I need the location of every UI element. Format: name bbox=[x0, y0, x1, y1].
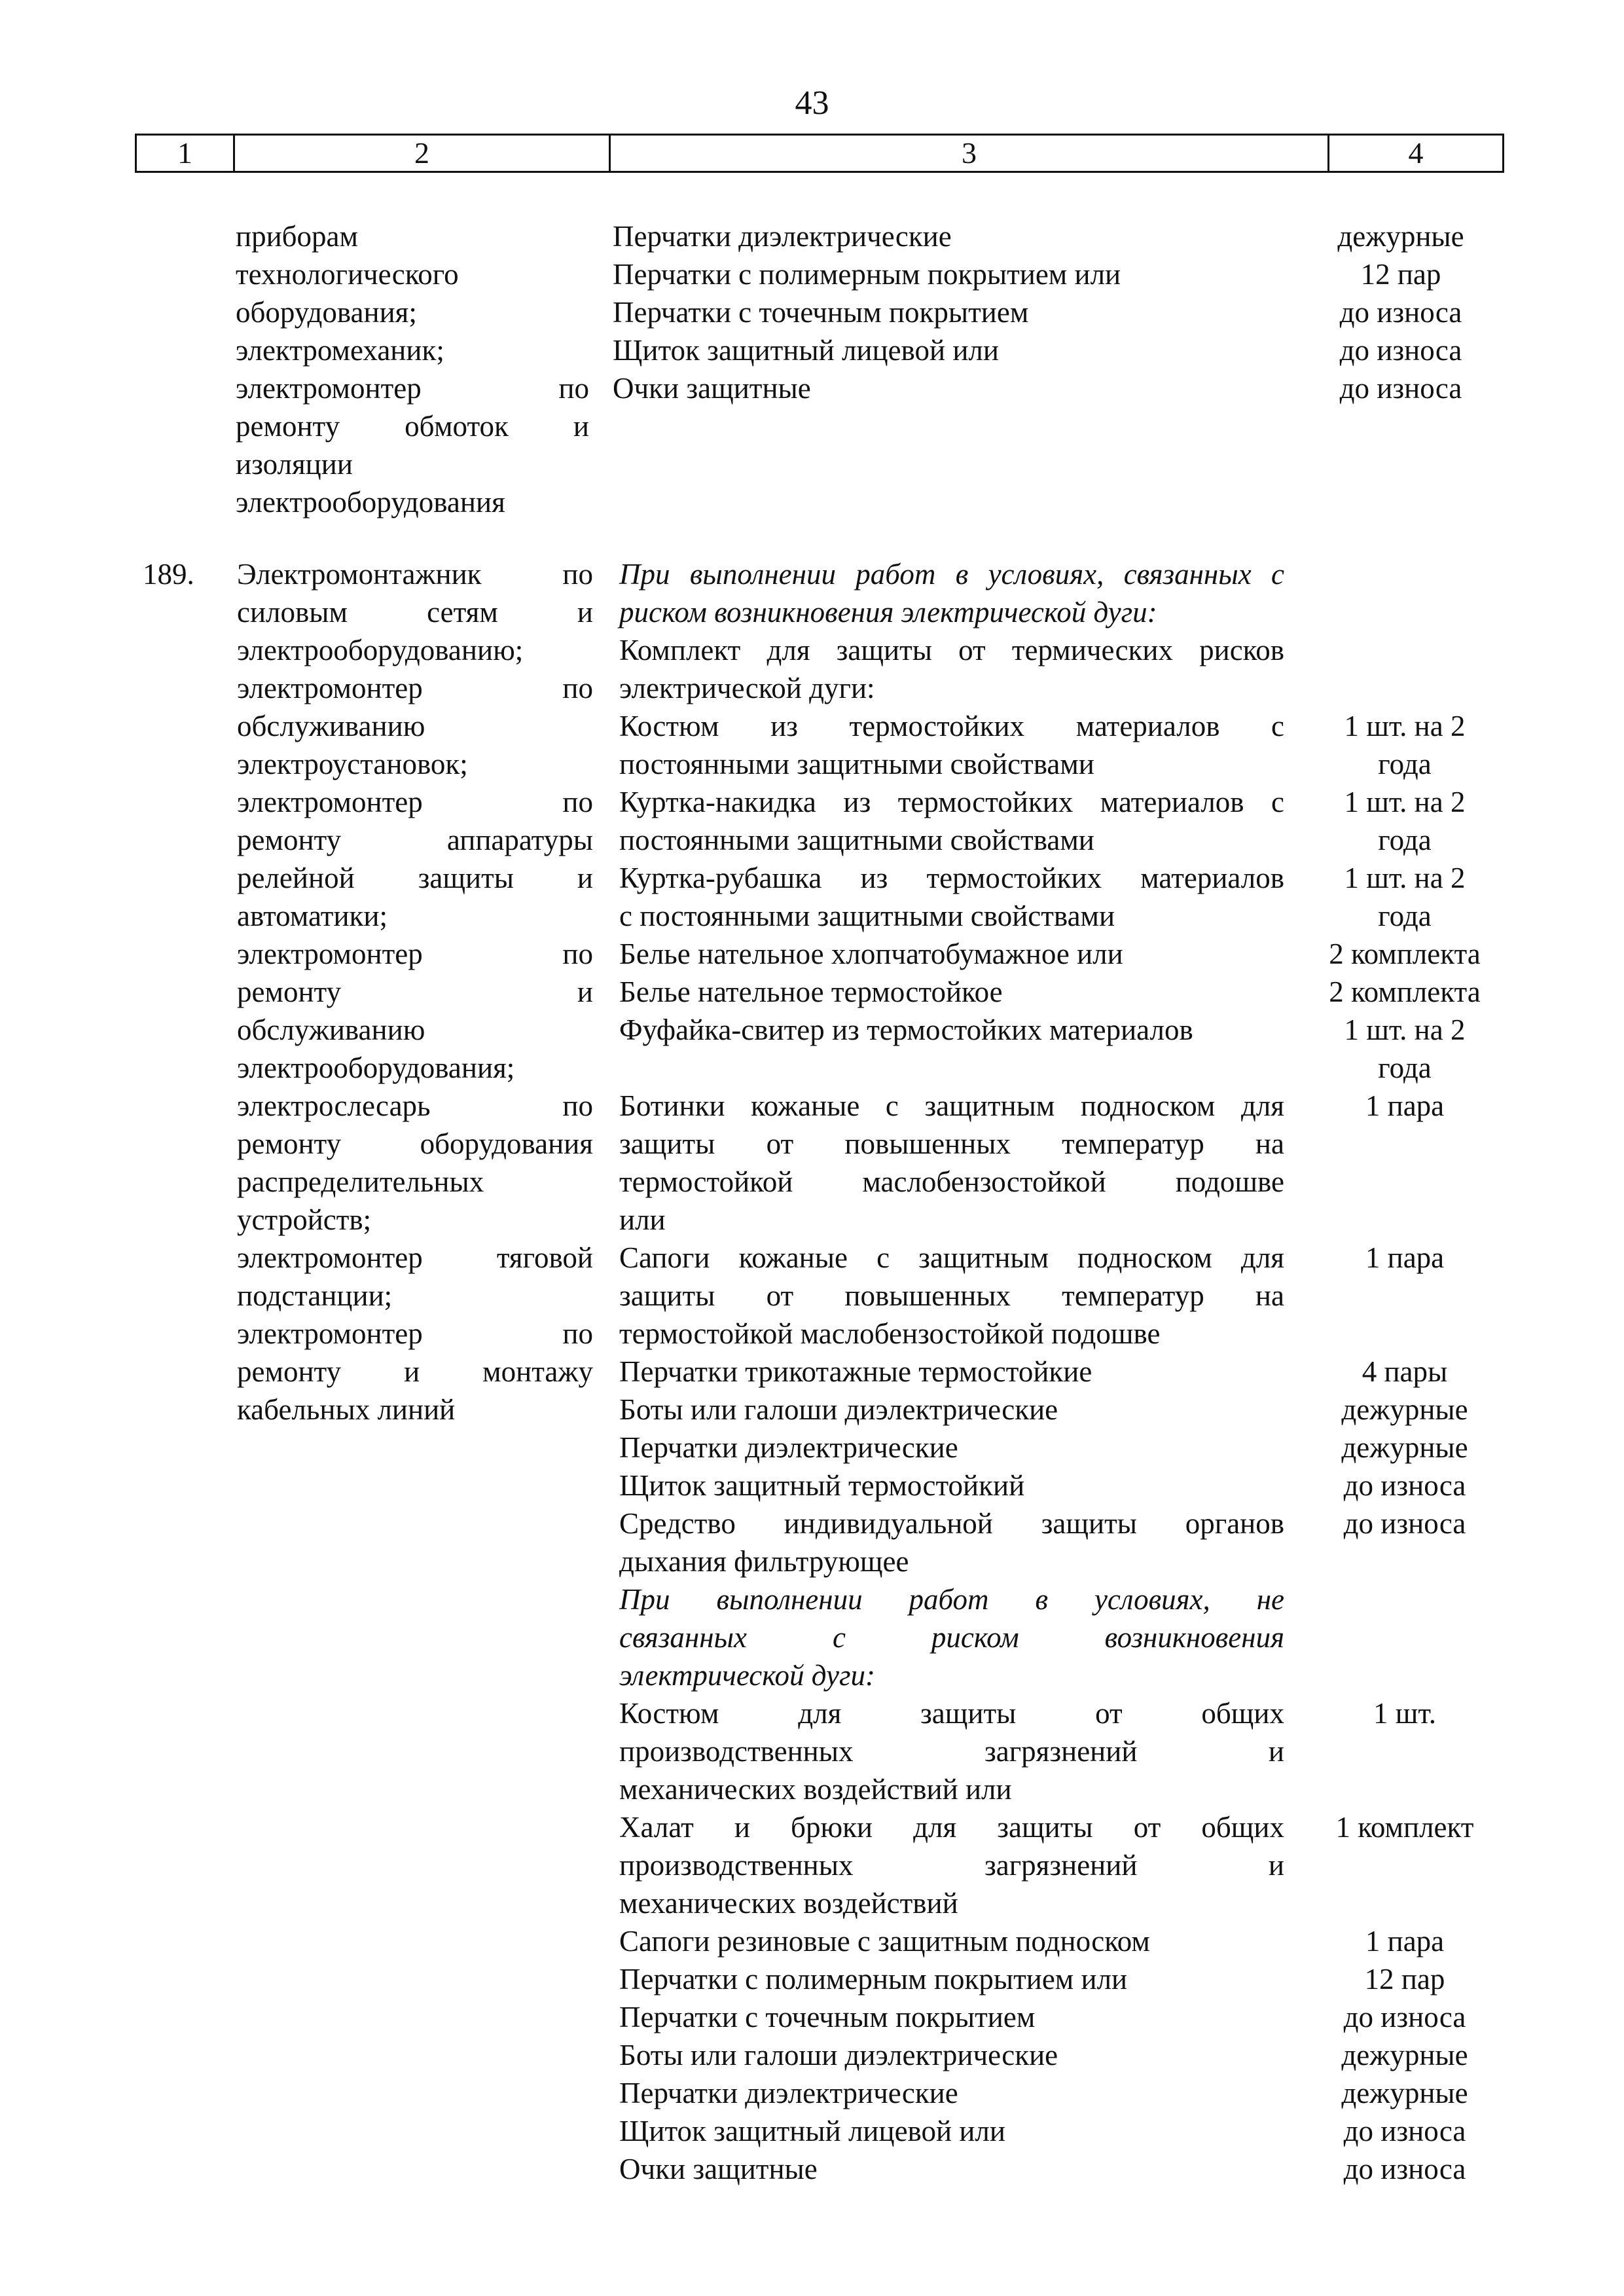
text-line: 1 пара bbox=[1365, 1089, 1445, 1122]
block2-equipment bbox=[619, 555, 1284, 2188]
text-line: электрооборудования; bbox=[237, 1051, 515, 1084]
text-line: электроустановок; bbox=[237, 748, 468, 780]
text-line: Щиток защитный термостойкий bbox=[619, 1469, 1025, 1502]
text-line: электрооборудования bbox=[236, 486, 505, 519]
text-line: 1 шт. на 2 bbox=[1344, 710, 1466, 742]
text-line: ремонту обмоток и bbox=[236, 410, 589, 443]
block1-positions bbox=[236, 217, 589, 521]
block1-norms bbox=[1303, 217, 1499, 407]
text-line bbox=[1307, 1125, 1503, 1163]
text-line bbox=[1307, 593, 1503, 631]
text-line bbox=[619, 1049, 1284, 1087]
text-line: Щиток защитный лицевой или bbox=[613, 334, 999, 367]
text-line: 12 пар bbox=[1360, 258, 1441, 291]
text-line: изоляции bbox=[236, 448, 353, 481]
text-line bbox=[1307, 1846, 1503, 1884]
text-line: Куртка-рубашка из термостойких материалов bbox=[619, 862, 1284, 894]
block1-equipment bbox=[613, 217, 1287, 407]
text-line: 12 пар bbox=[1364, 1963, 1445, 1995]
text-line: дежурные bbox=[1337, 220, 1464, 253]
text-line: электрослесарь по bbox=[237, 1089, 593, 1122]
text-line: защиты от повышенных температур на bbox=[619, 1127, 1284, 1160]
text-line: года bbox=[1378, 1051, 1432, 1084]
text-line: При выполнении работ в условиях, связанных с bbox=[619, 558, 1284, 591]
text-line: электромонтер тяговой bbox=[237, 1241, 593, 1274]
text-line: При выполнении работ в условиях, не bbox=[619, 1583, 1284, 1616]
column-header-2: 2 bbox=[235, 136, 611, 171]
text-line: кабельных линий bbox=[237, 1393, 456, 1426]
text-line: до износа bbox=[1343, 1507, 1466, 1540]
text-line: 2 комплекта bbox=[1329, 938, 1481, 970]
text-line: 1 шт. на 2 bbox=[1344, 862, 1466, 894]
text-line: года bbox=[1378, 900, 1432, 932]
text-line: связанных с риском возникновения bbox=[619, 1621, 1284, 1654]
text-line bbox=[1307, 1580, 1503, 1618]
text-line: 2 комплекта bbox=[1329, 975, 1481, 1008]
text-line: механических воздействий или bbox=[619, 1773, 1012, 1806]
block2-norms bbox=[1307, 555, 1503, 2188]
column-header-3: 3 bbox=[611, 136, 1329, 171]
text-line: года bbox=[1378, 748, 1432, 780]
text-line: обслуживанию bbox=[237, 1013, 425, 1046]
text-line: электромонтер по bbox=[237, 1317, 593, 1350]
text-line bbox=[1307, 1732, 1503, 1770]
text-line: электрической дуги: bbox=[619, 1659, 875, 1692]
page-number: 43 bbox=[795, 84, 829, 122]
text-line: ремонту и bbox=[237, 975, 593, 1008]
text-line bbox=[1307, 1542, 1503, 1580]
text-line: термостойкой маслобензостойкой подошве bbox=[619, 1317, 1161, 1350]
text-line: электромонтер по bbox=[237, 938, 593, 970]
text-line: 4 пары bbox=[1362, 1355, 1448, 1388]
text-line: Куртка-накидка из термостойких материалов с bbox=[619, 786, 1284, 818]
text-line: устройств; bbox=[237, 1203, 372, 1236]
text-line: до износа bbox=[1343, 2153, 1466, 2185]
text-line bbox=[1307, 1163, 1503, 1201]
text-line: Перчатки диэлектрические bbox=[619, 1431, 958, 1464]
text-line: технологического bbox=[236, 258, 459, 291]
item-number bbox=[143, 555, 215, 593]
column-header-1: 1 bbox=[137, 136, 235, 171]
text-line bbox=[1307, 1770, 1503, 1808]
text-line: 1 пара bbox=[1365, 1925, 1445, 1958]
text-line: постоянными защитными свойствами bbox=[619, 748, 1094, 780]
text-line: оборудования; bbox=[236, 296, 417, 329]
text-line: ремонту аппаратуры bbox=[237, 824, 593, 856]
text-line: 1 комплект bbox=[1335, 1811, 1474, 1844]
text-line bbox=[1307, 1315, 1503, 1353]
text-line: электромеханик; bbox=[236, 334, 444, 367]
text-line: электрооборудованию; bbox=[237, 634, 524, 666]
text-line: Перчатки трикотажные термостойкие bbox=[619, 1355, 1092, 1388]
text-line: Перчатки диэлектрические bbox=[613, 220, 952, 253]
text-line: автоматики; bbox=[237, 900, 388, 932]
text-line: 1 шт. bbox=[1373, 1697, 1436, 1730]
text-line: ремонту оборудования bbox=[237, 1127, 593, 1160]
text-line: 1 пара bbox=[1365, 1241, 1445, 1274]
text-line: Перчатки с точечным покрытием bbox=[613, 296, 1029, 329]
text-line: производственных загрязнений и bbox=[619, 1735, 1284, 1768]
text-line: до износа bbox=[1339, 372, 1462, 405]
text-line: 189. bbox=[143, 558, 194, 591]
column-header-row bbox=[135, 134, 1504, 173]
text-line: обслуживанию bbox=[237, 710, 425, 742]
text-line: Очки защитные bbox=[613, 372, 811, 405]
text-line: до износа bbox=[1343, 1469, 1466, 1502]
text-line: Фуфайка-свитер из термостойких материалов bbox=[619, 1013, 1193, 1046]
text-line bbox=[1307, 1656, 1503, 1694]
text-line: Боты или галоши диэлектрические bbox=[619, 1393, 1058, 1426]
column-header-4: 4 bbox=[1408, 136, 1424, 170]
text-line: термостойкой маслобензостойкой подошве bbox=[619, 1165, 1284, 1198]
text-line: до износа bbox=[1339, 334, 1462, 367]
text-line: до износа bbox=[1343, 2115, 1466, 2147]
text-line: защиты от повышенных температур на bbox=[619, 1279, 1284, 1312]
text-line: ремонту и монтажу bbox=[237, 1355, 593, 1388]
text-line: приборам bbox=[236, 220, 359, 253]
text-line: подстанции; bbox=[237, 1279, 393, 1312]
text-line: Боты или галоши диэлектрические bbox=[619, 2039, 1058, 2071]
text-line: дежурные bbox=[1341, 2077, 1468, 2109]
text-line: до износа bbox=[1343, 2001, 1466, 2033]
text-line bbox=[1307, 669, 1503, 707]
text-line: Халат и брюки для защиты от общих bbox=[619, 1811, 1284, 1844]
text-line: Ботинки кожаные с защитным подноском для bbox=[619, 1089, 1284, 1122]
text-line: дежурные bbox=[1341, 1431, 1468, 1464]
text-line: Комплект для защиты от термических рисков bbox=[619, 634, 1284, 666]
text-line: электрической дуги: bbox=[619, 672, 875, 704]
text-line: производственных загрязнений и bbox=[619, 1849, 1284, 1882]
text-line: электромонтер по bbox=[236, 372, 589, 405]
text-line bbox=[1307, 631, 1503, 669]
text-line: постоянными защитными свойствами bbox=[619, 824, 1094, 856]
text-line bbox=[1307, 1277, 1503, 1315]
text-line: Перчатки с полимерным покрытием или bbox=[619, 1963, 1128, 1995]
text-line: дыхания фильтрующее bbox=[619, 1545, 909, 1578]
text-line: Сапоги резиновые с защитным подноском bbox=[619, 1925, 1150, 1958]
text-line bbox=[1307, 555, 1503, 593]
text-line: дежурные bbox=[1341, 1393, 1468, 1426]
text-line: 1 шт. на 2 bbox=[1344, 1013, 1466, 1046]
text-line: 1 шт. на 2 bbox=[1344, 786, 1466, 818]
text-line: риском возникновения электрической дуги: bbox=[619, 596, 1157, 629]
text-line: Костюм для защиты от общих bbox=[619, 1697, 1284, 1730]
text-line: Сапоги кожаные с защитным подноском для bbox=[619, 1241, 1284, 1274]
text-line: до износа bbox=[1339, 296, 1462, 329]
block2-positions bbox=[237, 555, 593, 1429]
text-line: или bbox=[619, 1203, 666, 1236]
text-line bbox=[1307, 1201, 1503, 1239]
text-line: механических воздействий bbox=[619, 1887, 958, 1920]
text-line: силовым сетям и bbox=[237, 596, 593, 629]
text-line: распределительных bbox=[237, 1165, 484, 1198]
text-line: Щиток защитный лицевой или bbox=[619, 2115, 1005, 2147]
text-line: Костюм из термостойких материалов с bbox=[619, 710, 1284, 742]
text-line bbox=[1307, 1884, 1503, 1922]
text-line: Перчатки диэлектрические bbox=[619, 2077, 958, 2109]
text-line: с постоянными защитными свойствами bbox=[619, 900, 1115, 932]
text-line: электромонтер по bbox=[237, 786, 593, 818]
text-line bbox=[1307, 1618, 1503, 1656]
text-line: релейной защиты и bbox=[237, 862, 593, 894]
text-line: электромонтер по bbox=[237, 672, 593, 704]
text-line: Белье нательное термостойкое bbox=[619, 975, 1003, 1008]
text-line: Электромонтажник по bbox=[237, 558, 593, 591]
text-line: Средство индивидуальной защиты органов bbox=[619, 1507, 1284, 1540]
text-line: Перчатки с полимерным покрытием или bbox=[613, 258, 1121, 291]
text-line: Очки защитные bbox=[619, 2153, 818, 2185]
text-line: Белье нательное хлопчатобумажное или bbox=[619, 938, 1123, 970]
text-line: года bbox=[1378, 824, 1432, 856]
text-line: дежурные bbox=[1341, 2039, 1468, 2071]
text-line: Перчатки с точечным покрытием bbox=[619, 2001, 1036, 2033]
